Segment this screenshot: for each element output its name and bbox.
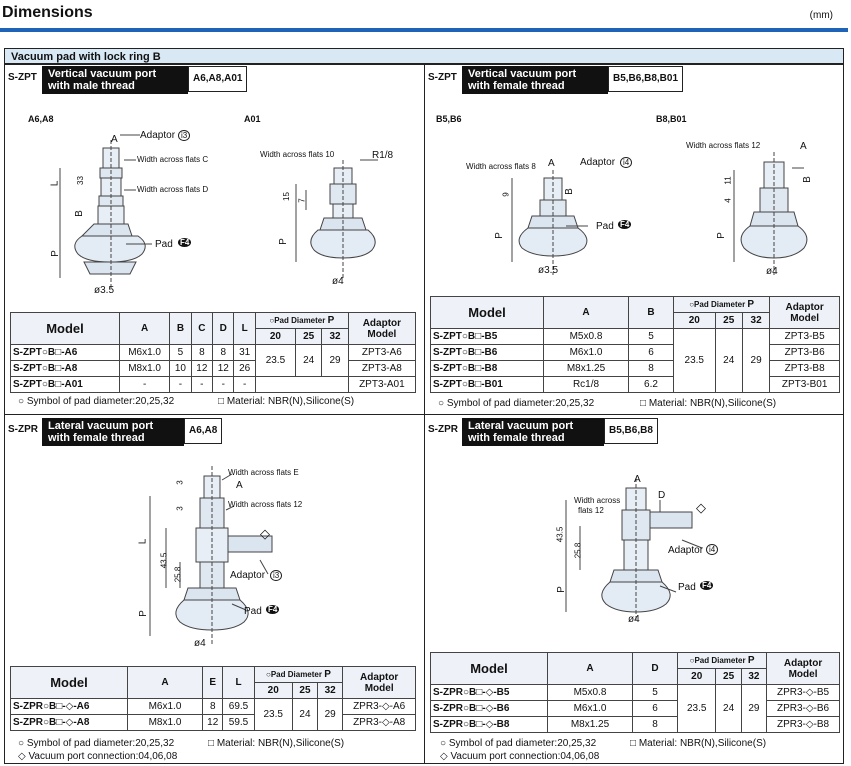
- bl-th-a: A: [128, 667, 203, 699]
- tr-th-pad-diameter: ○Pad Diameter P: [674, 297, 770, 313]
- tl-th-dia25: 25: [295, 329, 321, 345]
- page-title: Dimensions: [2, 4, 93, 21]
- bl-label-L: L: [137, 538, 149, 545]
- tl-label-33: 33: [75, 176, 85, 185]
- tr-th-dia25: 25: [715, 313, 742, 329]
- bl-title-line1: Lateral vacuum port: [48, 420, 154, 432]
- bl-label-P: P: [137, 610, 149, 617]
- bl-note-symbol: ○ Symbol of pad diameter:20,25,32: [18, 738, 175, 749]
- tl-th-d: D: [213, 313, 234, 345]
- table-row: S-ZPT○B□-B5 M5x0.8 5 23.5 24 29 ZPT3-B5: [431, 329, 840, 345]
- tl-th-l: L: [234, 313, 255, 345]
- bl-label-dia: ø4: [194, 638, 206, 649]
- tr-pad-no: F4: [620, 220, 630, 229]
- tr-sub-right: B8,B01: [656, 114, 687, 124]
- tr-label-adaptor: Adaptor: [580, 157, 616, 168]
- br-sizes: B5,B6,B8: [604, 418, 658, 444]
- tl-th-adaptor: Adaptor Model: [348, 313, 415, 345]
- table-row: S-ZPR○B□-◇-A6 M6x1.0 8 69.5 23.5 24 29 ZPR3-◇-A6: [11, 699, 416, 715]
- tr-label-P2: P: [715, 232, 727, 239]
- br-label-dia: ø4: [628, 614, 640, 625]
- table-row: S-ZPT○B□-B01 Rc1/8 6.2 ZPT3-B01: [431, 377, 840, 393]
- bl-label-wa12: Width across flats 12: [228, 500, 303, 509]
- table-row: S-ZPT○B□-A6 M6x1.0 5 8 8 31 23.5 24 29 ZPT3-A6: [11, 345, 416, 361]
- br-title-line1: Lateral vacuum port: [468, 420, 574, 432]
- bl-title-line2: with female thread: [48, 432, 145, 444]
- tl-label-r18: R1/8: [372, 150, 394, 161]
- br-th-adaptor: Adaptor Model: [767, 653, 840, 685]
- tr-title-line1: Vertical vacuum port: [468, 68, 577, 80]
- br-label-435: 43.5: [555, 526, 565, 543]
- tr-label-A2: A: [800, 141, 807, 152]
- tl-title-line2: with male thread: [48, 80, 135, 92]
- tr-label-A: A: [548, 158, 555, 169]
- tr-title-box: [462, 66, 608, 94]
- bl-label-adaptor: Adaptor: [230, 570, 266, 581]
- tl-label-adaptor: Adaptor: [140, 130, 176, 141]
- bl-note-material: □ Material: NBR(N),Silicone(S): [208, 738, 345, 749]
- tr-label-11: 11: [723, 176, 733, 185]
- br-th-dia32: 32: [741, 669, 766, 685]
- tl-sub-right: A01: [244, 114, 261, 124]
- tr-title-line2: with female thread: [468, 80, 565, 92]
- tl-th-pad-diameter: ○Pad Diameter P: [255, 313, 348, 329]
- tl-label-wad: Width across flats D: [137, 185, 209, 194]
- table-row: S-ZPT○B□-A8 M8x1.0 10 12 12 26 ZPT3-A8: [11, 361, 416, 377]
- tr-th-adaptor: Adaptor Model: [770, 297, 840, 329]
- bl-th-e: E: [203, 667, 223, 699]
- tr-th-b: B: [629, 297, 674, 329]
- tl-th-dia32: 32: [322, 329, 348, 345]
- tl-th-a: A: [120, 313, 170, 345]
- br-label-diamond: ◇: [696, 500, 706, 515]
- tl-type-tag: S-ZPT: [8, 72, 37, 83]
- table-row: S-ZPR○B□-◇-A8 M8x1.0 12 59.5 ZPR3-◇-A8: [11, 715, 416, 731]
- tl-label-dia: ø3.5: [94, 285, 115, 296]
- table-row: S-ZPR○B□-◇-B8 M8x1.25 8 ZPR3-◇-B8: [431, 717, 840, 733]
- tr-adaptor-no: i4: [620, 157, 632, 168]
- br-title-line2: with female thread: [468, 432, 565, 444]
- tl-label-dia2: ø4: [332, 276, 344, 287]
- bl-type-tag: S-ZPR: [8, 424, 38, 435]
- bl-spec-table: [10, 666, 416, 731]
- tl-th-model: Model: [11, 313, 120, 345]
- bl-th-l: L: [223, 667, 254, 699]
- tr-sizes: B5,B6,B8,B01: [608, 66, 683, 92]
- bl-sizes: A6,A8: [184, 418, 222, 444]
- tr-label-dia: ø3.5: [538, 265, 559, 276]
- bl-label-258: 25.8: [173, 566, 183, 583]
- bl-pad-no: F4: [268, 605, 278, 614]
- bl-label-pad: Pad: [244, 606, 262, 617]
- bl-adaptor-no: i3: [270, 570, 282, 581]
- bl-label-3a: 3: [175, 480, 185, 485]
- br-label-P: P: [555, 586, 567, 593]
- tr-note-material: □ Material: NBR(N),Silicone(S): [640, 398, 777, 409]
- br-label-D: D: [658, 490, 666, 501]
- tl-sub-left: A6,A8: [28, 114, 54, 124]
- bl-label-diamond: ◇: [260, 526, 270, 541]
- tr-type-tag: S-ZPT: [428, 72, 457, 83]
- br-label-wa12a: Width across: [574, 496, 621, 505]
- tr-th-a: A: [544, 297, 629, 329]
- table-row: S-ZPT○B□-B6 M6x1.0 6 ZPT3-B6: [431, 345, 840, 361]
- br-th-pad-diameter: ○Pad Diameter P: [678, 653, 767, 669]
- br-note-material: □ Material: NBR(N),Silicone(S): [630, 738, 767, 749]
- tr-sub-left: B5,B6: [436, 114, 462, 124]
- bl-th-dia32: 32: [318, 683, 343, 699]
- br-type-tag: S-ZPR: [428, 424, 458, 435]
- tl-note-symbol: ○ Symbol of pad diameter:20,25,32: [18, 396, 175, 407]
- tl-th-b: B: [170, 313, 191, 345]
- table-row: S-ZPR○B□-◇-B6 M6x1.0 6 ZPR3-◇-B6: [431, 701, 840, 717]
- tl-adaptor-no: i3: [178, 130, 190, 141]
- br-label-pad: Pad: [678, 582, 696, 593]
- br-th-dia20: 20: [678, 669, 716, 685]
- tr-label-pad: Pad: [596, 221, 614, 232]
- table-row: S-ZPT○B□-B8 M8x1.25 8 ZPT3-B8: [431, 361, 840, 377]
- tl-label-P2: P: [277, 238, 289, 245]
- bl-th-dia20: 20: [254, 683, 292, 699]
- bl-label-3b: 3: [175, 506, 185, 511]
- br-adaptor-no: i4: [706, 544, 718, 555]
- tl-pad-no: F4: [180, 238, 190, 247]
- br-label-A: A: [634, 474, 641, 485]
- br-th-dia25: 25: [716, 669, 741, 685]
- tr-th-dia20: 20: [674, 313, 716, 329]
- tl-spec-table: [10, 312, 416, 393]
- br-note-port: ◇ Vacuum port connection:04,06,08: [440, 751, 600, 762]
- tr-label-4: 4: [723, 198, 733, 203]
- tl-label-7: 7: [297, 198, 307, 203]
- bl-label-wae: Width across flats E: [228, 468, 299, 477]
- br-label-adaptor: Adaptor: [668, 545, 704, 556]
- bl-th-adaptor: Adaptor Model: [343, 667, 416, 699]
- tr-label-9: 9: [501, 192, 511, 197]
- tl-label-B: B: [73, 210, 85, 217]
- tl-note-material: □ Material: NBR(N),Silicone(S): [218, 396, 355, 407]
- tr-drawing-b5b6: [512, 170, 588, 275]
- bl-drawing: [150, 466, 272, 646]
- tr-label-B2: B: [801, 176, 813, 183]
- br-note-symbol: ○ Symbol of pad diameter:20,25,32: [440, 738, 597, 749]
- bl-label-435: 43.5: [159, 552, 169, 569]
- bl-note-port: ◇ Vacuum port connection:04,06,08: [18, 751, 178, 762]
- br-th-model: Model: [431, 653, 548, 685]
- tr-th-dia32: 32: [742, 313, 769, 329]
- tr-label-P: P: [493, 232, 505, 239]
- tl-label-15: 15: [281, 192, 291, 201]
- tr-label-dia2: ø4: [766, 266, 778, 277]
- tl-sizes: A6,A8,A01: [188, 66, 247, 92]
- tl-label-pad: Pad: [155, 239, 173, 250]
- tr-th-model: Model: [431, 297, 544, 329]
- br-th-a: A: [548, 653, 633, 685]
- section-title: Vacuum pad with lock ring B: [4, 48, 844, 64]
- br-label-wa12b: flats 12: [578, 506, 604, 515]
- br-label-258: 25.8: [573, 542, 583, 559]
- br-title-box: [462, 418, 604, 446]
- tr-label-B: B: [563, 188, 575, 195]
- unit-label: (mm): [809, 10, 833, 21]
- br-th-d: D: [633, 653, 678, 685]
- table-row: S-ZPR○B□-◇-B5 M5x0.8 5 23.5 24 29 ZPR3-◇-B5: [431, 685, 840, 701]
- tr-label-wa12: Width across flats 12: [686, 141, 761, 150]
- tl-label-A: A: [111, 134, 118, 145]
- tr-drawing-b8b01: [734, 152, 807, 275]
- br-spec-table: [430, 652, 840, 733]
- bl-label-A: A: [236, 480, 243, 491]
- tl-title-line1: Vertical vacuum port: [48, 68, 157, 80]
- tl-drawing-a01: [296, 160, 378, 280]
- tr-note-symbol: ○ Symbol of pad diameter:20,25,32: [438, 398, 595, 409]
- bl-th-model: Model: [11, 667, 128, 699]
- bl-title-box: [42, 418, 184, 446]
- br-pad-no: F4: [702, 581, 712, 590]
- tl-label-P: P: [49, 250, 61, 257]
- tr-spec-table: [430, 296, 840, 393]
- tl-label-wac: Width across flats C: [137, 155, 209, 164]
- bl-th-pad-diameter: ○Pad Diameter P: [254, 667, 343, 683]
- tl-th-dia20: 20: [255, 329, 295, 345]
- table-row: S-ZPT○B□-A01 - - - - - ZPT3-A01: [11, 377, 416, 393]
- tl-label-wa10: Width across flats 10: [260, 150, 335, 159]
- tl-th-c: C: [191, 313, 212, 345]
- tr-label-wa8: Width across flats 8: [466, 162, 536, 171]
- bl-th-dia25: 25: [292, 683, 317, 699]
- tl-label-L: L: [49, 180, 61, 187]
